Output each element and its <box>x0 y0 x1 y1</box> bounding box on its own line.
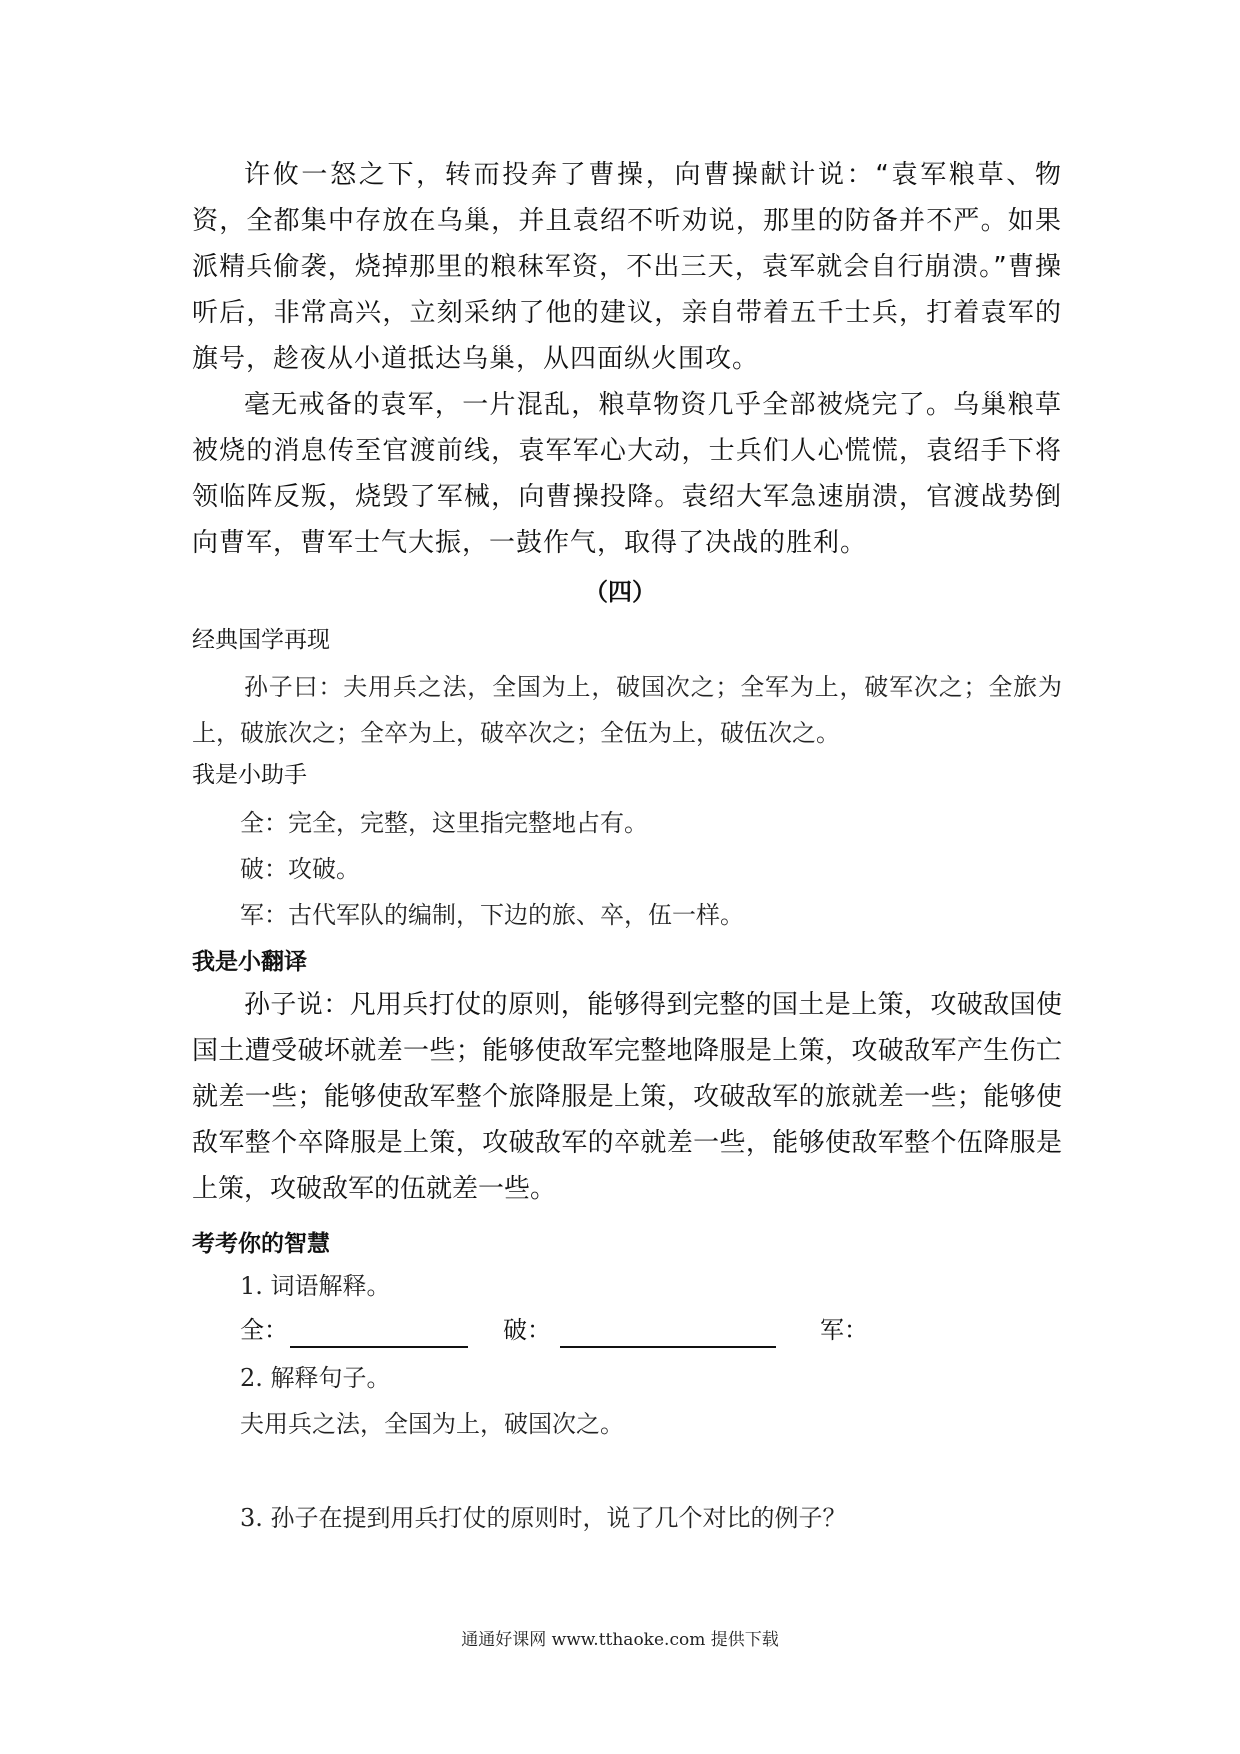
helper-item-2: 破：攻破。 <box>240 855 360 883</box>
story-paragraph-1: 许攸一怒之下，转而投奔了曹操，向曹操献计说：“袁军粮草、物资，全都集中存放在乌巢，并且袁绍不听劝说，那里的防备并不严。如果派精兵偷袭，烧掉那里的粮秣军资，不出三天，袁军就会自行崩溃。”曹操听后，非常高兴，立刻采纳了他的建议，亲自带着五千士兵，打着袁军的旗号，趁夜从小道抵达乌巢，从四面纵火围攻。 <box>192 160 1062 374</box>
label-quan: 全： <box>240 1316 288 1344</box>
word-explanation-row <box>240 1310 1060 1350</box>
label-po: 破： <box>503 1316 551 1344</box>
translator-text: 孙子说：凡用兵打仗的原则，能够得到完整的国土是上策，攻破敌国使国土遭受破坏就差一些；能够使敌军完整地降服是上策，攻破敌军产生伤亡就差一些；能够使敌军整个旅降服是上策，攻破敌军的旅就差一些；能够使敌军整个卒降服是上策，攻破敌军的卒就差一些，能够使敌军整个伍降服是上策，攻破敌军的伍就差一些。 <box>192 990 1062 1204</box>
label-jun: 军： <box>820 1316 868 1344</box>
question-2-sentence: 夫用兵之法，全国为上，破国次之。 <box>240 1410 624 1438</box>
question-3: 3. 孙子在提到用兵打仗的原则时，说了几个对比的例子？ <box>240 1504 847 1532</box>
answer-blank-quan[interactable] <box>290 1346 468 1348</box>
question-2: 2. 解释句子。 <box>240 1364 391 1392</box>
classic-heading: 经典国学再现 <box>192 627 330 653</box>
helper-item-1: 全：完全，完整，这里指完整地占有。 <box>240 809 648 837</box>
story-text <box>192 152 1062 566</box>
classic-text-block <box>192 664 1062 756</box>
translator-text-block <box>192 982 1062 1212</box>
helper-item-3: 军：古代军队的编制，下边的旅、卒，伍一样。 <box>240 901 744 929</box>
quiz-heading: 考考你的智慧 <box>192 1231 330 1257</box>
story-paragraph-2: 毫无戒备的袁军，一片混乱，粮草物资几乎全部被烧完了。乌巢粮草被烧的消息传至官渡前线，袁军军心大动，士兵们人心慌慌，袁绍手下将领临阵反叛，烧毁了军械，向曹操投降。袁绍大军急速崩溃，官渡战势倒向曹军，曹军士气大振，一鼓作气，取得了决战的胜利。 <box>192 390 1062 558</box>
question-1: 1. 词语解释。 <box>240 1272 391 1300</box>
answer-blank-po[interactable] <box>560 1346 776 1348</box>
section-number: （四） <box>584 577 656 606</box>
translator-heading: 我是小翻译 <box>192 949 307 975</box>
helper-heading: 我是小助手 <box>192 762 307 788</box>
classic-text: 孙子曰：夫用兵之法，全国为上，破国次之；全军为上，破军次之；全旅为上，破旅次之；全卒为上，破卒次之；全伍为上，破伍次之。 <box>192 673 1062 747</box>
footer-source: 通通好课网 www.tthaoke.com 提供下载 <box>461 1630 779 1650</box>
